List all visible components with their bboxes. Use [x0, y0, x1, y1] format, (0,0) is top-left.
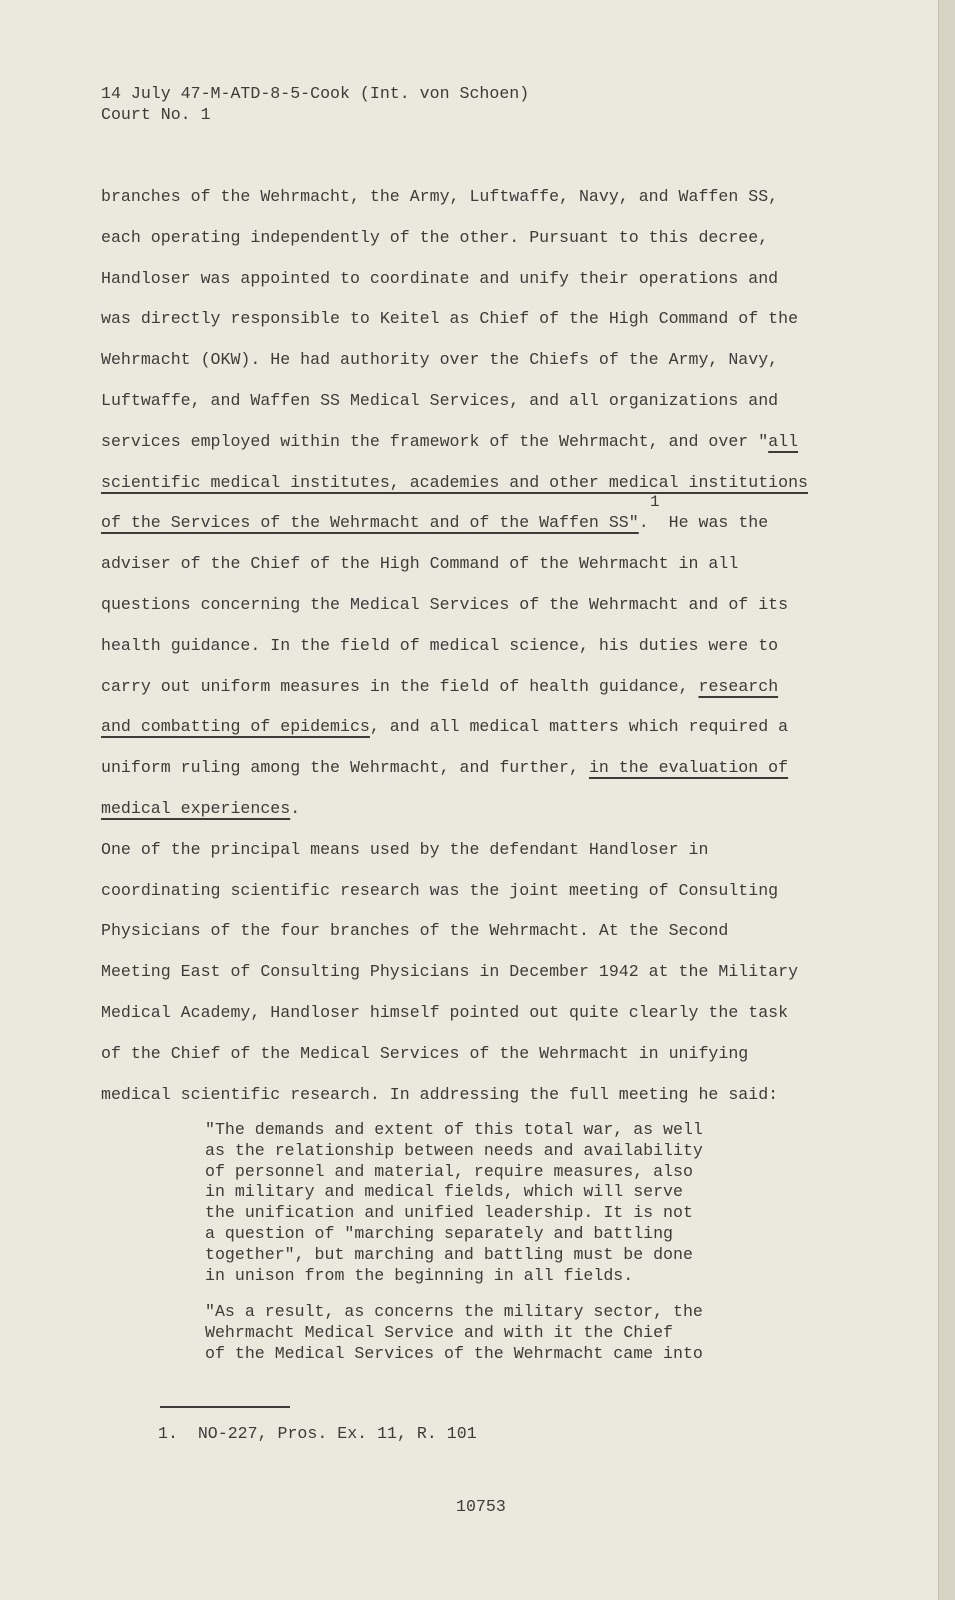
text-segment: , and all medical matters which required a — [369, 717, 789, 737]
underlined-text: research — [698, 676, 779, 696]
quote-line: together", but marching and battling must be done — [205, 1244, 693, 1264]
body-line — [101, 799, 300, 819]
footnote-marker: 1 — [650, 493, 660, 511]
page-number: 10753 — [456, 1497, 506, 1516]
text-segment: . He was the — [638, 513, 769, 533]
text-segment: . — [290, 799, 301, 818]
underlined-text: all — [768, 431, 799, 451]
underlined-text: scientific medical institutes, academies and other medical institutions — [101, 472, 809, 492]
body-line — [101, 309, 798, 329]
text-segment: medical scientific research. In addressing the full meeting he said: — [101, 1084, 779, 1104]
quote-line: of the Medical Services of the Wehrmacht came into — [205, 1343, 703, 1363]
underlined-text: in the evaluation of — [588, 758, 789, 778]
body-line — [101, 228, 768, 248]
text-segment: health guidance. In the field of medical science, his duties were to — [101, 635, 779, 655]
text-segment: Meeting East of Consulting Physicians in December 1942 at the Military — [101, 962, 799, 982]
body-line — [101, 717, 788, 737]
body-line — [101, 473, 808, 493]
text-segment: Medical Academy, Handloser himself pointed out quite clearly the task — [101, 1003, 789, 1022]
body-line — [101, 636, 778, 656]
body-line — [101, 840, 708, 860]
underlined-text: medical experiences — [101, 799, 291, 818]
body-line — [101, 758, 788, 778]
quote-line: as the relationship between needs and availability — [205, 1140, 703, 1160]
text-segment: Wehrmacht (OKW). He had authority over the Chiefs of the Army, Navy, — [101, 350, 779, 370]
body-line — [101, 595, 788, 615]
quote-line: the unification and unified leadership. It is not — [205, 1203, 693, 1223]
body-line — [101, 554, 738, 574]
page-edge — [938, 0, 955, 1600]
body-line — [101, 1003, 788, 1023]
body-line — [101, 269, 778, 289]
text-segment: Handloser was appointed to coordinate and unify their operations and — [101, 268, 779, 288]
body-line — [101, 513, 768, 533]
header-court: Court No. 1 — [101, 105, 211, 124]
body-line — [101, 1085, 778, 1105]
text-segment: branches of the Wehrmacht, the Army, Luftwaffe, Navy, and Waffen SS, — [101, 187, 779, 206]
text-segment: services employed within the framework of the Wehrmacht, and over " — [101, 431, 769, 451]
quote-line: a question of "marching separately and battling — [205, 1224, 674, 1243]
underlined-text: and combatting of epidemics — [101, 717, 370, 737]
text-segment: coordinating scientific research was the joint meeting of Consulting — [101, 880, 779, 900]
text-segment: adviser of the Chief of the High Command of the Wehrmacht in all — [101, 554, 739, 574]
text-segment: each operating independently of the other. Pursuant to this decree, — [101, 227, 769, 247]
quote-line: of personnel and material, require measures, also — [205, 1161, 693, 1181]
text-segment: uniform ruling among the Wehrmacht, and further, — [101, 758, 589, 778]
body-line — [101, 432, 798, 452]
body-line — [101, 391, 778, 411]
quote-line: Wehrmacht Medical Service and with it the Chief — [205, 1322, 674, 1342]
body-line — [101, 350, 778, 370]
footnote-rule — [160, 1406, 290, 1408]
quote-line: in military and medical fields, which will serve — [205, 1182, 683, 1202]
body-line — [101, 187, 778, 207]
text-segment: Physicians of the four branches of the Wehrmacht. At the Second — [101, 921, 729, 941]
body-line — [101, 1044, 748, 1064]
body-line — [101, 921, 728, 941]
text-segment: was directly responsible to Keitel as Chief of the High Command of the — [101, 309, 799, 329]
text-segment: questions concerning the Medical Services of the Wehrmacht and of its — [101, 595, 789, 614]
footnote: 1. NO-227, Pros. Ex. 11, R. 101 — [158, 1424, 477, 1443]
body-line — [101, 677, 778, 697]
quote-line: in unison from the beginning in all fields. — [205, 1265, 634, 1285]
body-line — [101, 962, 798, 982]
body-line — [101, 881, 778, 901]
quote-line: "As a result, as concerns the military sector, the — [205, 1302, 703, 1321]
text-segment: of the Chief of the Medical Services of the Wehrmacht in unifying — [101, 1043, 749, 1063]
quote-line: "The demands and extent of this total war, as well — [205, 1120, 703, 1139]
underlined-text: of the Services of the Wehrmacht and of the Waffen SS" — [101, 513, 639, 533]
header-reference: 14 July 47-M-ATD-8-5-Cook (Int. von Schoen) — [101, 84, 530, 103]
text-segment: One of the principal means used by the defendant Handloser in — [101, 839, 709, 859]
text-segment: carry out uniform measures in the field of health guidance, — [101, 676, 699, 696]
text-segment: Luftwaffe, and Waffen SS Medical Services, and all organizations and — [101, 391, 779, 410]
